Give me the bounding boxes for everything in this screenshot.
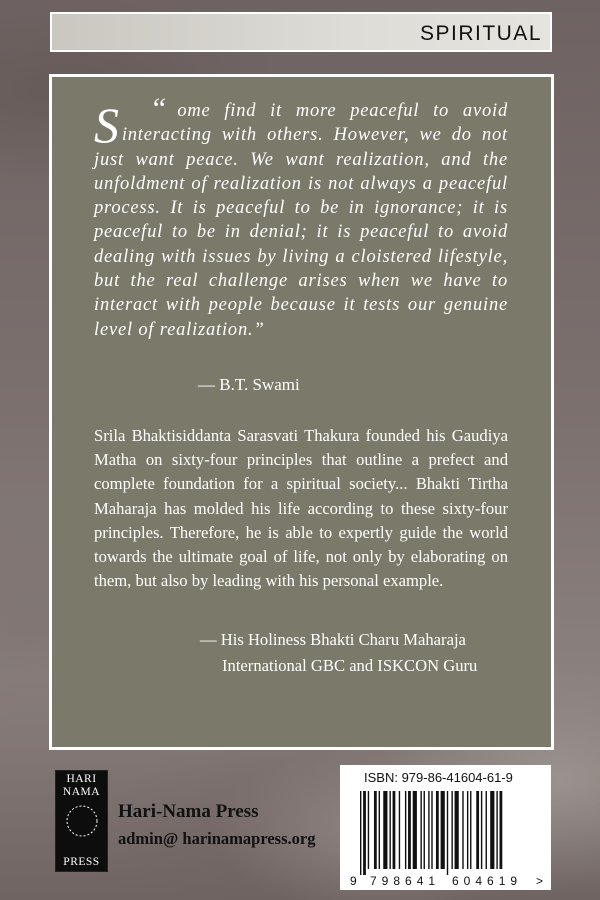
publisher-logo bbox=[55, 770, 108, 872]
endorsement-attribution bbox=[200, 627, 530, 679]
barcode-bar bbox=[486, 791, 487, 869]
quote-dropcap: S bbox=[94, 97, 120, 153]
barcode-bars bbox=[348, 787, 546, 889]
barcode-bar bbox=[496, 791, 497, 869]
barcode-bar bbox=[441, 791, 445, 869]
barcode-bar bbox=[476, 791, 479, 869]
endorsement-text: Srila Bhaktisiddanta Sarasvati Thakura founded his Gaudiya Matha on sixty-four principles that outline a prefect and complete foundation for a spiritual society... Bhakti Tirtha Maharaja has molded his life according to these sixty-four principles. Therefore, he is able to expertly guide the world towards the ultimate goal of life, not only by elaborating on them, but also by leading with his personal example. bbox=[94, 426, 508, 591]
quote-text: ome find it more peaceful to avoid interacting with others. However, we do not just want peace. We want realization, and the unfoldment of realization is not always a peaceful process. It is peaceful to be in ignorance; it is peaceful to be in denial; it is peaceful to avoid dealing with issues by living a cloistered lifestyle, but the real challenge arises when we have to interact with people because it tests our genuine level of realization.” bbox=[94, 101, 508, 340]
logo-top-text: HARI NAMA bbox=[62, 773, 101, 798]
barcode-bar bbox=[436, 791, 439, 869]
barcode-bar bbox=[408, 791, 411, 869]
publisher-email: admin@ harinamapress.org bbox=[118, 829, 316, 848]
barcode-bar bbox=[470, 791, 471, 869]
barcode-bar bbox=[500, 791, 503, 869]
barcode-bar bbox=[360, 791, 361, 875]
featured-quote bbox=[94, 92, 508, 342]
crescent-moon-icon bbox=[66, 801, 99, 841]
publisher-name: Hari-Nama Press bbox=[118, 801, 259, 822]
barcode-bar bbox=[490, 791, 494, 869]
barcode-bar bbox=[383, 791, 387, 869]
barcode-bar bbox=[393, 791, 396, 869]
barcode-bar bbox=[451, 791, 452, 869]
endorser-name: — His Holiness Bhakti Charu Maharaja bbox=[200, 630, 466, 649]
barcode-digits-right: 604619 bbox=[452, 874, 523, 888]
isbn-label: ISBN: 979-86-41604-61-9 bbox=[364, 770, 513, 785]
category-label: SPIRITUAL bbox=[419, 22, 542, 45]
barcode-bar bbox=[413, 791, 417, 869]
endorser-title: International GBC and ISKCON Guru bbox=[222, 656, 478, 675]
barcode-bar bbox=[424, 791, 425, 869]
barcode-digits-left: 798641 bbox=[370, 874, 441, 888]
barcode-bar bbox=[420, 791, 421, 869]
barcode-bar bbox=[428, 791, 429, 869]
barcode-digit-lead: 9 bbox=[350, 874, 357, 888]
isbn-barcode bbox=[340, 765, 551, 890]
barcode-bar bbox=[374, 791, 377, 869]
barcode-bar bbox=[455, 791, 459, 869]
barcode-bar bbox=[379, 791, 380, 869]
barcode-bar bbox=[399, 791, 400, 869]
back-cover-panel bbox=[49, 74, 554, 750]
logo-bottom-text: PRESS bbox=[63, 856, 100, 868]
barcode-bar bbox=[405, 791, 406, 869]
barcode-bar bbox=[363, 791, 366, 875]
barcode-bar bbox=[467, 791, 468, 869]
barcode-bar bbox=[368, 791, 369, 869]
barcode-bar bbox=[481, 791, 482, 869]
category-bar bbox=[50, 12, 552, 52]
barcode-bar bbox=[431, 791, 432, 869]
barcode-bar bbox=[447, 791, 448, 875]
barcode-bar bbox=[462, 791, 463, 869]
quote-attribution: — B.T. Swami bbox=[198, 375, 300, 394]
open-quote-mark: “ bbox=[149, 92, 168, 125]
barcode-end-mark: > bbox=[536, 874, 544, 888]
barcode-bar bbox=[389, 791, 390, 869]
